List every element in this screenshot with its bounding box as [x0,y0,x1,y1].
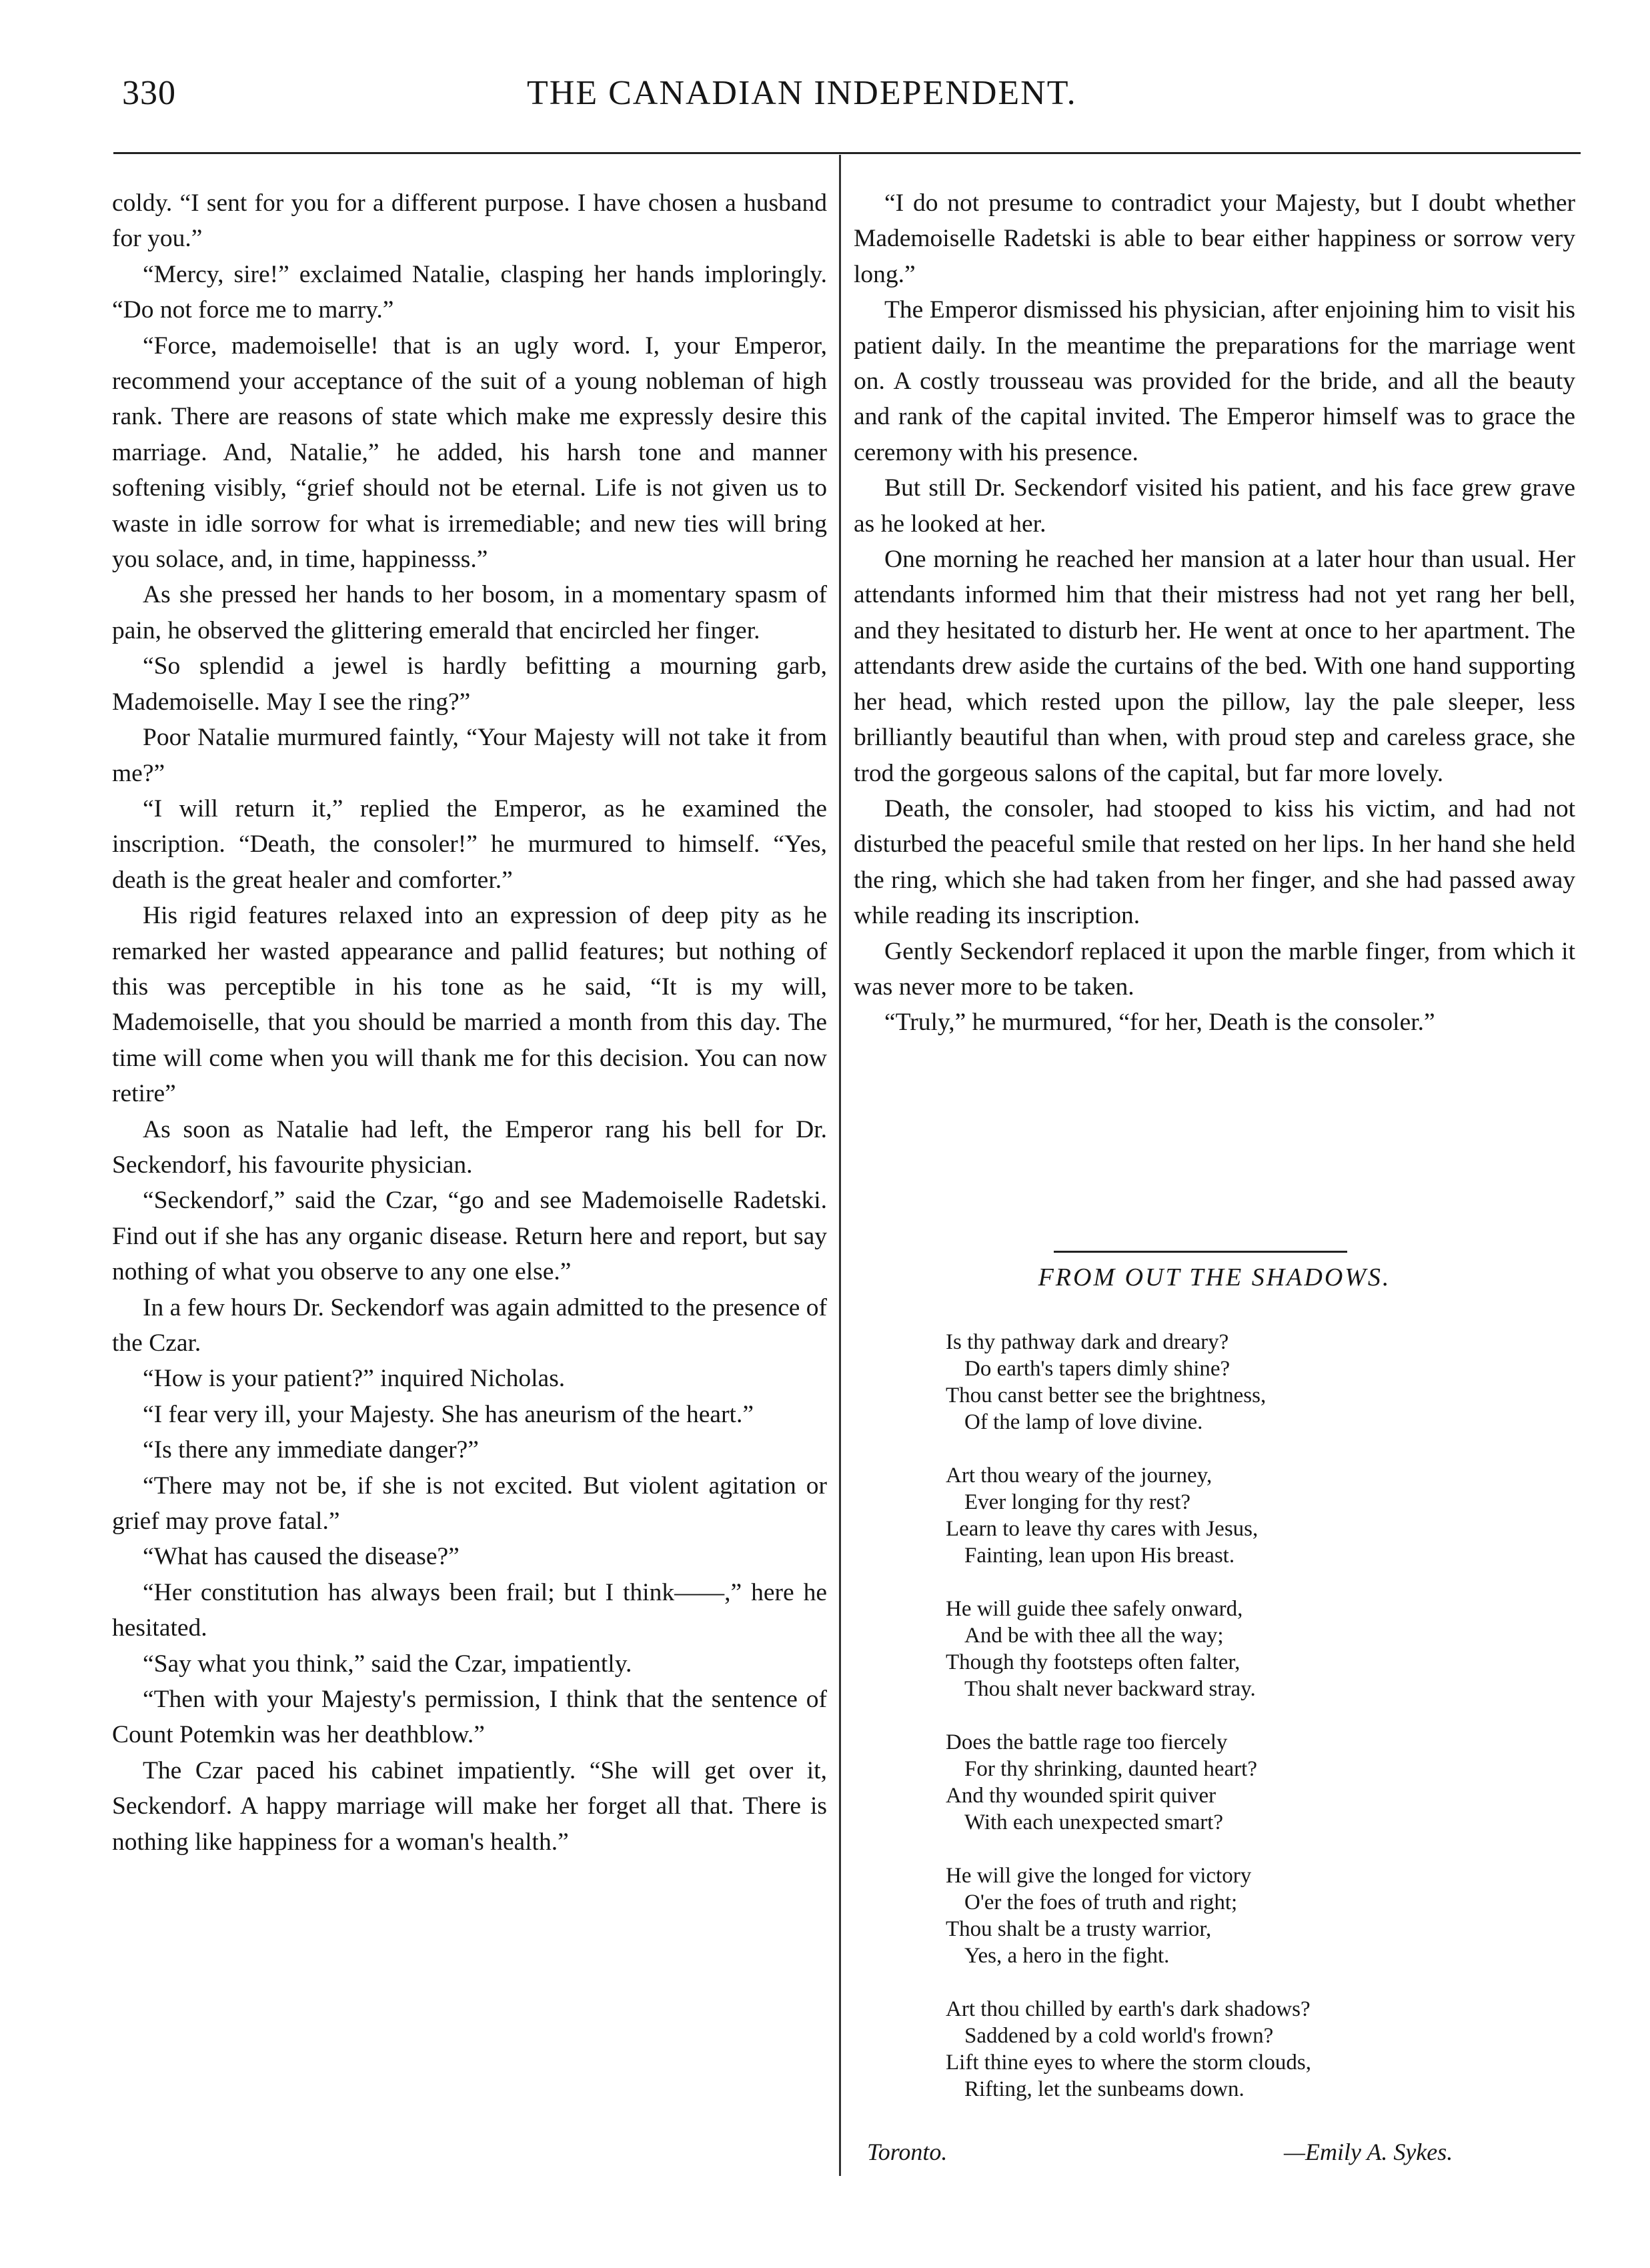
poem-line: Do earth's tapers dimly shine? [964,1357,1230,1381]
poem-stanza [946,1862,1546,1969]
paragraph: “Mercy, sire!” exclaimed Natalie, clasping her hands imploringly. “Do not force me to marry.” [112,260,827,324]
poem-line: O'er the foes of truth and right; [964,1890,1238,1914]
paragraph: “Is there any immediate danger?” [143,1436,479,1464]
poem-line: He will guide thee safely onward, [946,1597,1243,1621]
poem-stanza [946,1729,1546,1836]
page-number: 330 [122,74,176,112]
poem-author: —Emily A. Sykes. [1284,2139,1453,2165]
journal-title: THE CANADIAN INDEPENDENT. [527,74,1077,112]
poem-line: Yes, a hero in the fight. [964,1944,1170,1968]
paragraph: “Then with your Majesty's permission, I think that the sentence of Count Potemkin was her deathblow.” [112,1686,827,1749]
paragraph: One morning he reached her mansion at a later hour than usual. Her attendants informed him that their mistress had not yet rang her bell, and they hesitated to disturb her. He went at once to her apartment. The attendants drew aside the curtains of the bed. With one hand supporting her head, which rested upon the pillow, lay the pale sleeper, less brilliantly beautiful than when, with proud step and careless grace, she trod the gorgeous salons of the capital, but far more lovely. [854,546,1575,787]
paragraph: But still Dr. Seckendorf visited his patient, and his face grew grave as he looked at her. [854,474,1575,538]
paragraph: As soon as Natalie had left, the Emperor rang his bell for Dr. Seckendorf, his favourite physician. [112,1115,827,1179]
poem-title: FROM OUT THE SHADOWS. [1038,1263,1391,1291]
poem-line: Of the lamp of love divine. [964,1410,1203,1434]
paragraph: “I fear very ill, your Majesty. She has aneurism of the heart.” [143,1400,754,1428]
poem-line: Is thy pathway dark and dreary? [946,1330,1229,1354]
paragraph: As she pressed her hands to her bosom, in a momentary spasm of pain, he observed the glittering emerald that encircled her finger. [112,581,827,644]
paragraph: Poor Natalie murmured faintly, “Your Majesty will not take it from me?” [112,724,827,787]
poem-line: Ever longing for thy rest? [964,1490,1191,1514]
poem-line: Thou shalt never backward stray. [964,1677,1256,1701]
poem-stanza [946,1596,1546,1702]
paragraph: The Emperor dismissed his physician, after enjoining him to visit his patient daily. In the meantime the preparations for the marriage went on. A costly trousseau was provided for the bride, and all the beauty and rank of the capital invited. The Emperor himself was to grace the ceremony with his presence. [854,296,1575,466]
poem-line: For thy shrinking, daunted heart? [964,1757,1257,1781]
poem-line: And be with thee all the way; [964,1624,1224,1648]
poem-line: Lift thine eyes to where the storm clouds, [946,2051,1312,2075]
poem-place: Toronto. [867,2139,948,2165]
poem-line: Learn to leave thy cares with Jesus, [946,1517,1259,1541]
paragraph: Gently Seckendorf replaced it upon the marble finger, from which it was never more to be taken. [854,937,1575,1001]
poem-line: Saddened by a cold world's frown? [964,2024,1274,2048]
page-header [0,0,1650,127]
paragraph: “Truly,” he murmured, “for her, Death is the consoler.” [884,1009,1435,1037]
right-column [854,185,1575,1041]
paragraph: “I will return it,” replied the Emperor, as he examined the inscription. “Death, the consoler!” he murmured to himself. “Yes, death is the great healer and comforter.” [112,794,827,894]
paragraph: “How is your patient?” inquired Nicholas. [143,1365,566,1393]
paragraph: “Her constitution has always been frail; but I think——,” here he hesitated. [112,1578,827,1642]
paragraph: “What has caused the disease?” [143,1543,460,1571]
poem-stanza [946,1462,1546,1569]
paragraph: “So splendid a jewel is hardly befitting a mourning garb, Mademoiselle. May I see the ring?” [112,652,827,716]
paragraph: Death, the consoler, had stooped to kiss his victim, and had not disturbed the peaceful smile that rested on her lips. In her hand she held the ring, which she had taken from her finger, and she had passed away while reading its inscription. [854,794,1575,930]
poem-line: With each unexpected smart? [964,1810,1224,1834]
paragraph: The Czar paced his cabinet impatiently. “She will get over it, Seckendorf. A happy marriage will make her forget all that. There is nothing like happiness for a woman's health.” [112,1756,827,1856]
paragraph: “I do not presume to contradict your Majesty, but I doubt whether Mademoiselle Radetski is able to bear either happiness or sorrow very long.” [854,189,1575,288]
poem-line: And thy wounded spirit quiver [946,1784,1216,1808]
poem-divider [1054,1251,1347,1253]
poem-line: He will give the longed for victory [946,1864,1252,1888]
poem-line: Does the battle rage too fiercely [946,1730,1228,1754]
poem-line: Fainting, lean upon His breast. [964,1544,1235,1568]
poem-line: Though thy footsteps often falter, [946,1650,1241,1674]
poem-line: Thou canst better see the brightness, [946,1383,1267,1407]
poem-line: Art thou weary of the journey, [946,1464,1212,1488]
column-divider [839,155,841,2176]
paragraph: “Force, mademoiselle! that is an ugly word. I, your Emperor, recommend your acceptance of the suit of a young nobleman of high rank. There are reasons of state which make me expressly desire this marriage. And, Natalie,” he added, his harsh tone and manner softening visibly, “grief should not be eternal. Life is not given us to waste in idle sorrow for what is irremediable; and new ties will bring you solace, and, in time, happinesss.” [112,332,827,574]
paragraph: “Seckendorf,” said the Czar, “go and see Mademoiselle Radetski. Find out if she has any organic disease. Return here and report, but say nothing of what you observe to any one else.” [112,1187,827,1286]
poem-stanza [946,1996,1546,2103]
poem-line: Rifting, let the sunbeams down. [964,2077,1245,2101]
poem-stanza [946,1329,1546,1436]
header-rule [113,152,1581,154]
paragraph: “Say what you think,” said the Czar, impatiently. [143,1650,632,1678]
paragraph: His rigid features relaxed into an expression of deep pity as he remarked her wasted appearance and pallid features; but nothing of this was perceptible in his tone as he said, “It is my will, Mademoiselle, that you should be married a month from this day. The time will come when you will thank me for this decision. You can now retire” [112,902,827,1108]
left-column [112,185,827,1860]
paragraph: coldy. “I sent for you for a different purpose. I have chosen a husband for you.” [112,189,827,253]
paragraph: “There may not be, if she is not excited. But violent agitation or grief may prove fatal.” [112,1472,827,1536]
poem-line: Art thou chilled by earth's dark shadows? [946,1997,1311,2021]
poem-line: Thou shalt be a trusty warrior, [946,1917,1212,1941]
poem-body [946,1329,1546,2129]
paragraph: In a few hours Dr. Seckendorf was again admitted to the presence of the Czar. [112,1293,827,1357]
